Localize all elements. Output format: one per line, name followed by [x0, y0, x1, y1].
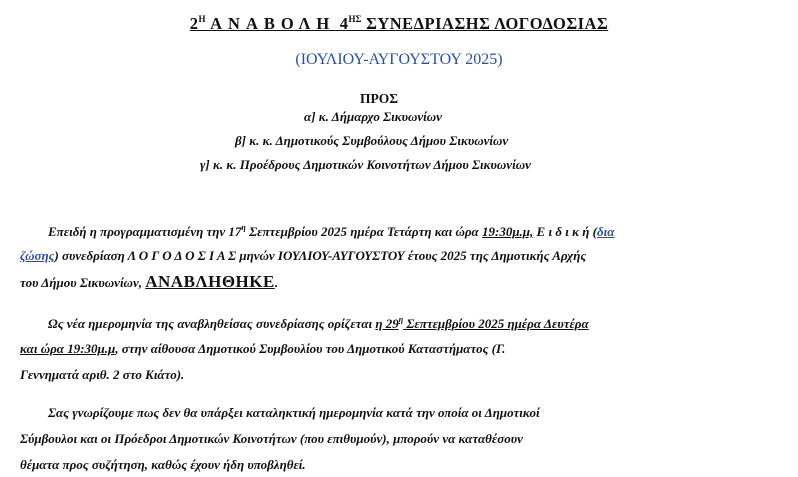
- p1-sup: η: [241, 223, 246, 232]
- p1-link-part-2: ζώσης: [20, 248, 55, 263]
- title-number-2-suffix: ΗΣ: [348, 14, 362, 24]
- p1-text-b: Σεπτεμβρίου 2025 ημέρα Τετάρτη και ώρα: [245, 224, 482, 239]
- paragraph-2-line-2: [20, 341, 505, 357]
- p2-text-a: Ως νέα ημερομηνία της αναβληθείσας συνεδρίασης ορίζεται: [48, 316, 376, 331]
- paragraph-3-line-3: θέματα προς συζήτηση, καθώς έχουν ήδη υποβληθεί.: [20, 457, 306, 472]
- p1-link-part-1: δια: [596, 224, 615, 239]
- p1-postponed: ΑΝΑΒΛΗΘΗΚΕ: [145, 272, 275, 291]
- p1-text-e: του Δήμου Σικυωνίων,: [20, 275, 146, 290]
- recipient-councillors: β] κ. κ. Δημοτικούς Συμβούλους Δήμου Σικυωνίων: [235, 133, 509, 148]
- document-subtitle: (ΙΟΥΛΙΟΥ-ΑΥΓΟΥΣΤΟΥ 2025): [295, 51, 503, 68]
- paragraph-3-line-2: Σύμβουλοι και οι Πρόεδροι Δημοτικών Κοινοτήτων (που επιθυμούν), μπορούν να καταθέσουν: [20, 431, 523, 446]
- paragraph-3-line-1: Σας γνωρίζουμε πως δεν θα υπάρξει καταληκτική ημερομηνία κατά την οποία οι Δημοτικοί: [48, 405, 540, 420]
- paragraph-2-line-1: [48, 315, 589, 332]
- p2-sup: η: [398, 315, 404, 324]
- p1-text-d: ) συνεδρίαση Λ Ο Γ Ο Δ Ο Σ Ι Α Σ μηνών ΙΟΥΛΙΟΥ-ΑΥΓΟΥΣΤΟΥ έτους 2025 της Δημοτικής Αρχής: [54, 248, 587, 263]
- p1-text-a: Επειδή η προγραμματισμένη την 17: [48, 224, 242, 239]
- title-number-suffix: Η: [198, 14, 206, 24]
- p1-time: 19:30μ.μ,: [482, 224, 534, 239]
- recipient-mayor: α] κ. Δήμαρχο Σικυωνίων: [304, 109, 442, 124]
- recipient-community-presidents: γ] κ. κ. Προέδρους Δημοτικών Κοινοτήτων Δήμου Σικυωνίων: [200, 157, 531, 172]
- p2-text-b: , στην αίθουσα Δημοτικού Συμβουλίου του Δημοτικού Καταστήματος (Γ.: [115, 341, 506, 356]
- paragraph-1-line-3: [20, 272, 278, 292]
- p2-date-3: και ώρα 19:30μ.μ: [20, 341, 116, 356]
- title-number-2: 4: [339, 14, 349, 33]
- title-word-postponement: ΑΝΑΒΟΛΗ: [210, 14, 336, 33]
- p1-text-c: Ε ι δ ι κ ή (: [533, 224, 597, 239]
- p2-date-2: Σεπτεμβρίου 2025 ημέρα Δευτέρα: [403, 316, 589, 331]
- paragraph-1-line-2: [20, 248, 586, 264]
- paragraph-1-line-1: [48, 223, 614, 240]
- p1-end: .: [274, 275, 279, 290]
- title-number: 2: [189, 14, 199, 33]
- document-title: [0, 14, 798, 34]
- paragraph-2-line-3: Γεννηματά αριθ. 2 στο Κιάτο).: [20, 367, 185, 382]
- p2-date-1: η 29: [375, 316, 399, 331]
- recipients-label: ΠΡΟΣ: [360, 91, 399, 106]
- title-rest: ΣΥΝΕΔΡΙΑΣΗΣ ΛΟΓΟΔΟΣΙΑΣ: [366, 14, 609, 33]
